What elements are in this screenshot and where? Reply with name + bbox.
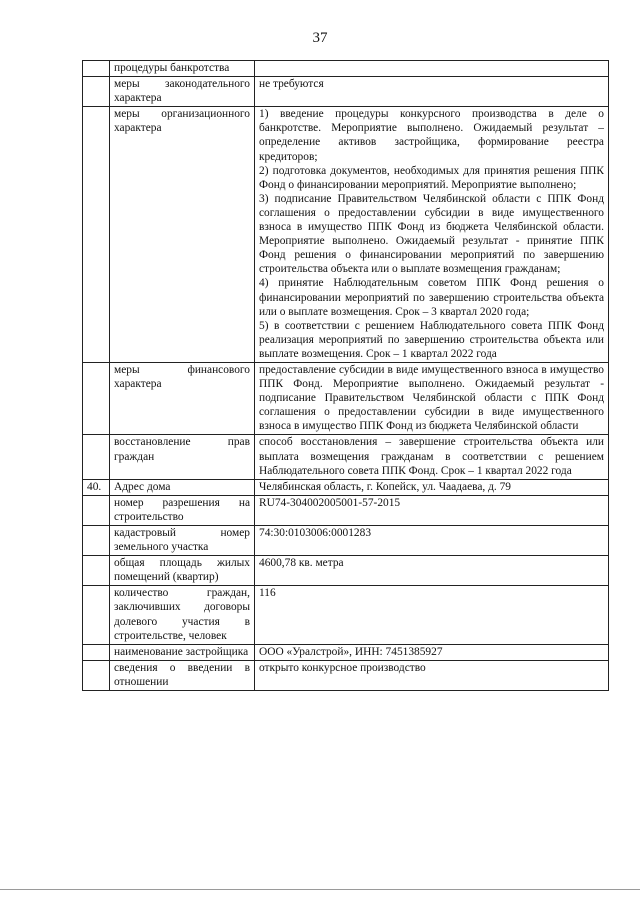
value-line: 2) подготовка документов, необходимых для принятия решения ППК Фонд о финансировании мероприятий. Мероприятие выполнено; — [259, 164, 604, 191]
row-number — [83, 362, 110, 434]
row-label: кадастровый номер земельного участка — [110, 526, 255, 556]
row-label: процедуры банкротства — [110, 61, 255, 77]
row-number — [83, 61, 110, 77]
table-row — [83, 77, 609, 107]
value-line: RU74-304002005001-57-2015 — [259, 496, 401, 509]
row-label: меры организационного характера — [110, 107, 255, 363]
row-number — [83, 435, 110, 479]
row-number — [83, 107, 110, 363]
row-value — [255, 495, 609, 525]
page-number: 37 — [312, 30, 328, 46]
row-value — [255, 556, 609, 586]
row-label: меры финансового характера — [110, 362, 255, 434]
row-number — [83, 495, 110, 525]
value-line: 4600,78 кв. метра — [259, 557, 344, 570]
table-row — [83, 479, 609, 495]
row-label: восстановление прав граждан — [110, 435, 255, 479]
row-value — [255, 77, 609, 107]
value-line: 3) подписание Правительством Челябинской области с ППК Фонд соглашения о предоставлении субсидии в виде имущественного взноса в имущество ППК Фонд из бюджета Челябинской области. Мероприятие выполнено. Ожидаемый результат - принятие ППК Фонд решения о финансировании мероприятий по завершению строительства объекта или о выплате возмещения гражданам; — [259, 192, 604, 276]
value-line: способ восстановления – завершение строительства объекта или выплата возмещения гражданам в соответствии с решением Наблюдательного совета ППК Фонд. Срок – 1 квартал 2022 года — [259, 436, 604, 477]
table-row — [83, 61, 609, 77]
row-label: сведения о введении в отношении — [110, 660, 255, 690]
housing-info-table — [82, 60, 609, 691]
row-number — [83, 644, 110, 660]
value-line: 4) принятие Наблюдательным советом ППК Фонд решения о финансировании мероприятий по завершению строительства объекта или о выплате возмещения. Срок – 3 квартал 2020 года; — [259, 277, 604, 318]
row-number: 40. — [83, 479, 110, 495]
value-line: 1) введение процедуры конкурсного производства в деле о банкротстве. Мероприятие выполнено. Ожидаемый результат – определение активов застройщика, формирование реестра кредиторов; — [259, 108, 604, 163]
table-row — [83, 644, 609, 660]
row-value — [255, 107, 609, 363]
table-row — [83, 660, 609, 690]
table-row — [83, 495, 609, 525]
table-row — [83, 526, 609, 556]
value-line: 5) в соответствии с решением Наблюдательного совета ППК Фонд реализация мероприятий по завершению строительства объекта или выплате возмещения. Срок – 1 квартал 2022 года — [259, 319, 604, 360]
row-label: меры законодательного характера — [110, 77, 255, 107]
table-row — [83, 435, 609, 479]
table-row — [83, 362, 609, 434]
row-label: количество граждан, заключивших договоры долевого участия в строительстве, человек — [110, 586, 255, 644]
row-number — [83, 660, 110, 690]
row-number — [83, 77, 110, 107]
value-line: открыто конкурсное производство — [259, 661, 426, 674]
row-number — [83, 556, 110, 586]
value-line: ООО «Уралстрой», ИНН: 7451385927 — [259, 645, 443, 658]
row-value — [255, 61, 609, 77]
row-number — [83, 526, 110, 556]
table-row — [83, 107, 609, 363]
row-number — [83, 586, 110, 644]
table-row — [83, 556, 609, 586]
row-label: Адрес дома — [110, 479, 255, 495]
row-value — [255, 644, 609, 660]
row-label: общая площадь жилых помещений (квартир) — [110, 556, 255, 586]
value-line: 74:30:0103006:0001283 — [259, 527, 372, 539]
row-value — [255, 479, 609, 495]
value-line: предоставление субсидии в виде имущественного взноса в имущество ППК Фонд. Мероприятие выполнено. Ожидаемый результат - подписание Правительством Челябинской области с ППК Фонд соглашения о предоставлении субсидии в виде имущественного взноса в имущество ППК Фонд из бюджета Челябинской области — [259, 363, 604, 433]
row-value — [255, 526, 609, 556]
page-bottom-divider — [0, 889, 640, 890]
row-label: наименование застройщика — [110, 644, 255, 660]
row-label: номер разрешения на строительство — [110, 495, 255, 525]
value-line: 116 — [259, 587, 276, 600]
row-value — [255, 586, 609, 644]
value-line: не требуются — [259, 78, 324, 91]
row-value — [255, 435, 609, 479]
row-value — [255, 660, 609, 690]
value-line: Челябинская область, г. Копейск, ул. Чаадаева, д. 79 — [259, 480, 511, 493]
row-value — [255, 362, 609, 434]
table-row — [83, 586, 609, 644]
